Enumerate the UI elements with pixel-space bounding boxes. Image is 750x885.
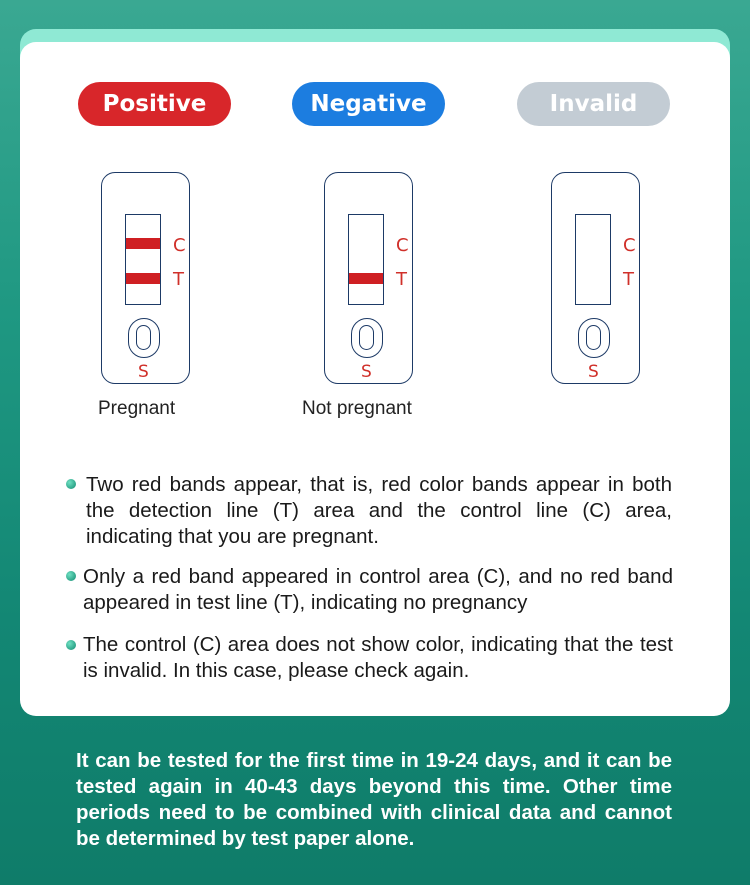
result-card — [20, 42, 730, 716]
note-negative: Only a red band appeared in control area (C), and no red band appeared in test line (T), indicating no pregnancy — [83, 565, 673, 614]
control-band — [126, 238, 160, 249]
note-invalid: The control (C) area does not show color, indicating that the test is invalid. In this case, please check again. — [83, 633, 673, 682]
control-label: C — [396, 235, 409, 256]
invalid-test-strip — [551, 172, 640, 384]
bullet-dot — [66, 640, 76, 650]
bullet-dot — [66, 479, 76, 489]
test-label: T — [396, 269, 407, 290]
negative-badge: Negative — [292, 82, 445, 126]
test-label: T — [623, 269, 634, 290]
test-band — [126, 273, 160, 284]
sample-well — [128, 318, 160, 358]
sample-well — [351, 318, 383, 358]
positive-caption: Pregnant — [98, 398, 176, 419]
sample-label: S — [361, 362, 372, 382]
negative-test-strip — [324, 172, 413, 384]
control-label: C — [173, 235, 186, 256]
sample-label: S — [588, 362, 599, 382]
test-label: T — [173, 269, 184, 290]
bullet-dot — [66, 571, 76, 581]
positive-test-strip — [101, 172, 190, 384]
result-window — [125, 214, 161, 305]
result-window — [575, 214, 611, 305]
sample-well — [578, 318, 610, 358]
note-positive: Two red bands appear, that is, red color bands appear in both the detection line (T) area and the control line (C) area, indicating that you are pregnant. — [86, 473, 672, 548]
sample-label: S — [138, 362, 149, 382]
positive-badge: Positive — [78, 82, 231, 126]
invalid-badge: Invalid — [517, 82, 670, 126]
control-band — [349, 273, 383, 284]
footer-note: It can be tested for the first time in 19-24 days, and it can be tested again in 40-43 days beyond this time. Other time periods need to be combined with clinical data and cannot be determined by test paper alone. — [76, 749, 672, 850]
control-label: C — [623, 235, 636, 256]
result-window — [348, 214, 384, 305]
negative-caption: Not pregnant — [302, 398, 412, 419]
